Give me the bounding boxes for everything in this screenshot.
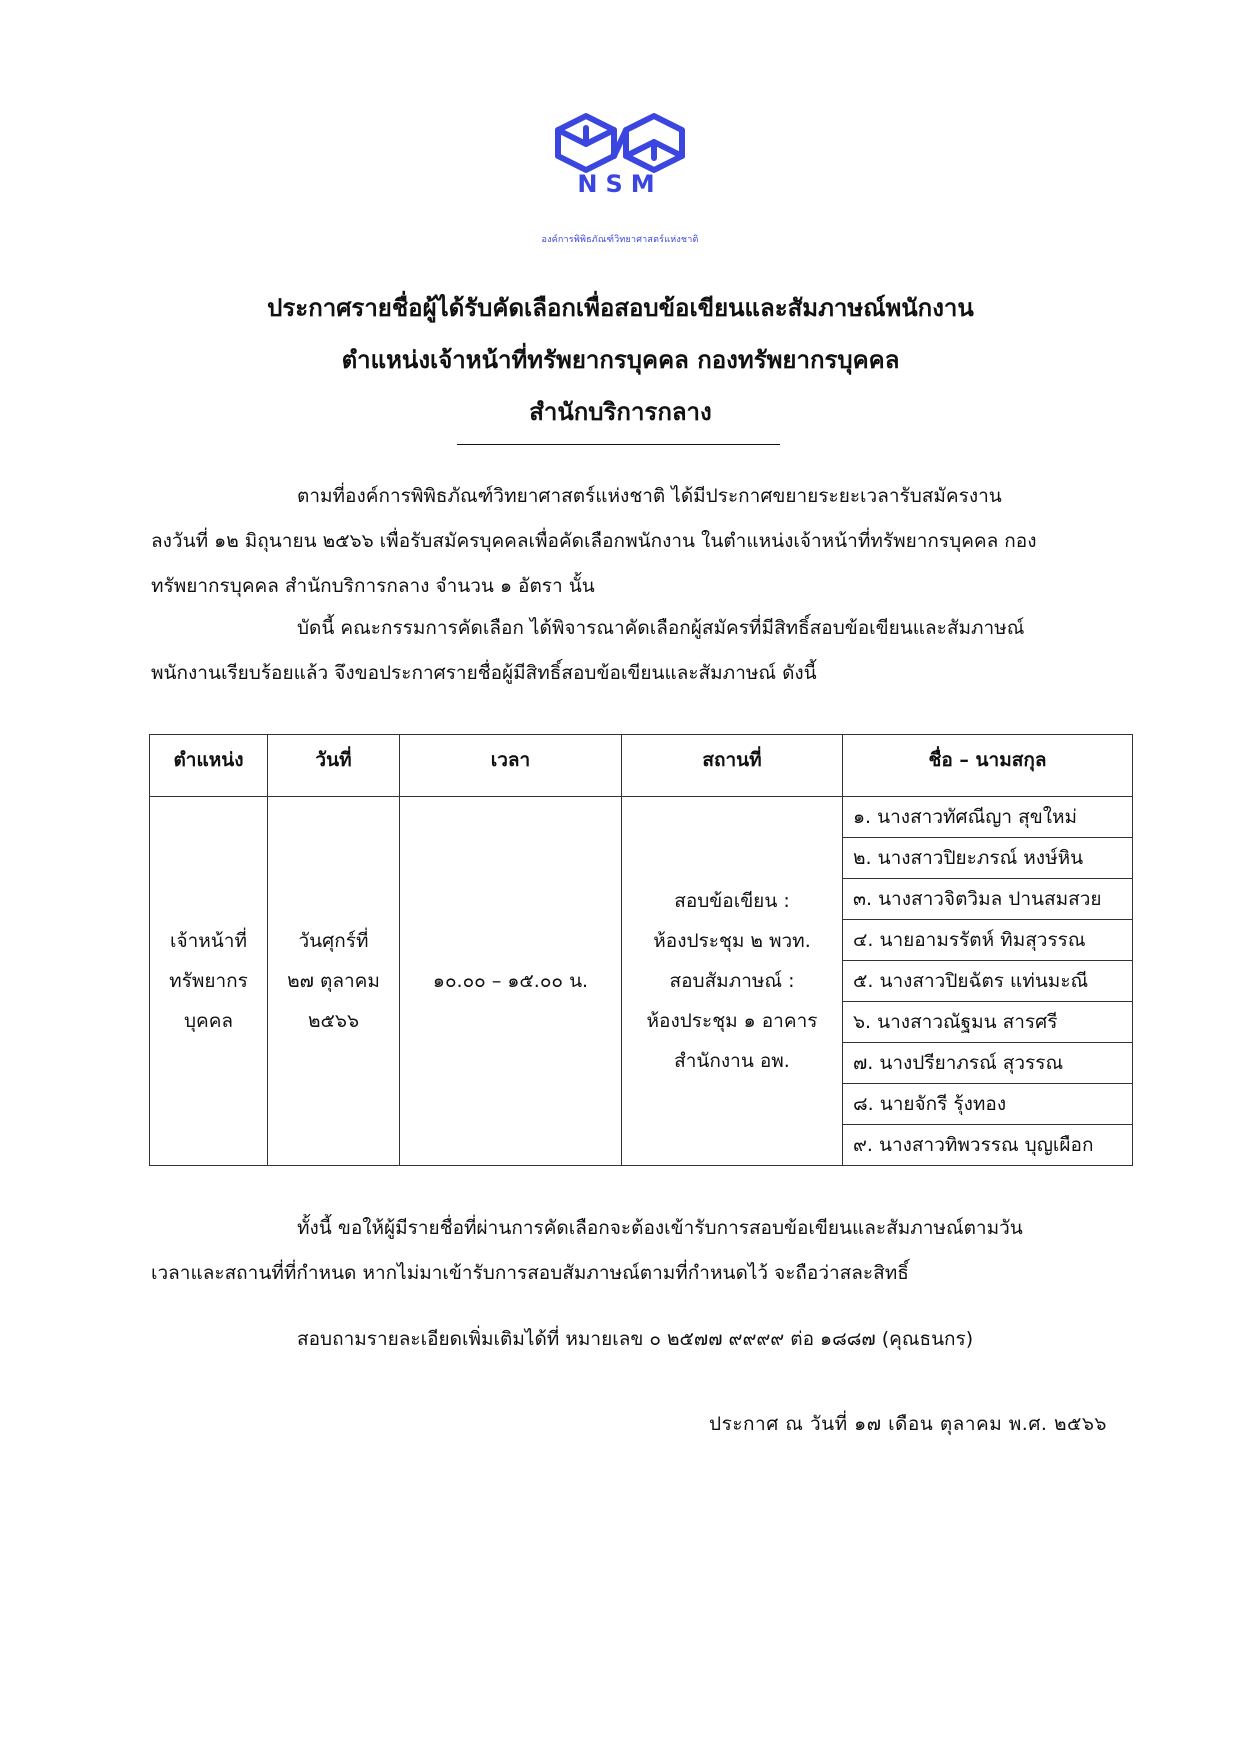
candidate-name: ๗. นางปรียาภรณ์ สุวรรณ	[843, 1043, 1133, 1084]
place-line: ห้องประชุม ๒ พวท.	[653, 930, 811, 952]
place-cell	[622, 797, 843, 1166]
candidate-name: ๘. นายจักรี รุ้งทอง	[843, 1084, 1133, 1125]
paragraph-line: เวลาและสถานที่ที่กำหนด หากไม่มาเข้ารับการสอบสัมภาษณ์ตามที่กำหนดไว้ จะถือว่าสละสิทธิ์	[151, 1262, 909, 1284]
paragraph-line: พนักงานเรียบร้อยแล้ว จึงขอประกาศรายชื่อผู้มีสิทธิ์สอบข้อเขียนและสัมภาษณ์ ดังนี้	[151, 662, 817, 684]
candidate-name: ๒. นางสาวปิยะภรณ์ หงษ์หิน	[843, 838, 1133, 879]
date-line: ๒๗ ตุลาคม	[287, 970, 380, 992]
paragraph-line: ตามที่องค์การพิพิธภัณฑ์วิทยาศาสตร์แห่งชาติ ได้มีประกาศขยายระยะเวลารับสมัครงาน	[297, 485, 1002, 507]
position-cell	[150, 797, 268, 1166]
date-line: ๒๕๖๖	[307, 1010, 360, 1032]
position-line: บุคคล	[183, 1010, 234, 1032]
logo-mark-icon	[540, 108, 700, 194]
place-line: สอบสัมภาษณ์ :	[669, 970, 795, 992]
candidate-name: ๔. นายอามรรัตห์ ทิมสุวรรณ	[843, 920, 1133, 961]
paragraph-conditions	[151, 1206, 1109, 1296]
header-date: วันที่	[268, 735, 400, 797]
title-line-2: ตำแหน่งเจ้าหน้าที่ทรัพยากรบุคคล กองทรัพยากรบุคคล	[341, 346, 900, 374]
paragraph-committee	[151, 606, 1109, 696]
date-cell	[268, 797, 400, 1166]
candidate-name: ๕. นางสาวปิยฉัตร แท่นมะณี	[843, 961, 1133, 1002]
time-cell: ๑๐.๐๐ – ๑๕.๐๐ น.	[400, 797, 622, 1166]
title-divider	[457, 444, 780, 445]
table-header-row	[150, 735, 1133, 797]
paragraph-line: ลงวันที่ ๑๒ มิถุนายน ๒๕๖๖ เพื่อรับสมัครบุคคลเพื่อคัดเลือกพนักงาน ในตำแหน่งเจ้าหน้าที่ทรัพยากรบุคคล กอง	[151, 530, 1037, 552]
logo-brand-text: NSM	[577, 170, 663, 194]
announcement-date: ประกาศ ณ วันที่ ๑๗ เดือน ตุลาคม พ.ศ. ๒๕๖๖	[709, 1413, 1107, 1435]
paragraph-line: ทั้งนี้ ขอให้ผู้มีรายชื่อที่ผ่านการคัดเลือกจะต้องเข้ารับการสอบข้อเขียนและสัมภาษณ์ตามวัน	[297, 1217, 1023, 1239]
logo-subtitle: องค์การพิพิธภัณฑ์วิทยาศาสตร์แห่งชาติ	[541, 235, 699, 245]
position-line: เจ้าหน้าที่	[169, 930, 247, 952]
candidate-name: ๓. นางสาวจิตวิมล ปานสมสวย	[843, 879, 1133, 920]
paragraph-line: บัดนี้ คณะกรรมการคัดเลือก ได้พิจารณาคัดเลือกผู้สมัครที่มีสิทธิ์สอบข้อเขียนและสัมภาษณ์	[297, 617, 1025, 639]
announcement-title	[0, 282, 1241, 438]
nsm-logo	[540, 108, 700, 248]
title-line-1: ประกาศรายชื่อผู้ได้รับคัดเลือกเพื่อสอบข้อเขียนและสัมภาษณ์พนักงาน	[267, 294, 974, 322]
header-place: สถานที่	[622, 735, 843, 797]
title-line-3: สำนักบริการกลาง	[529, 398, 712, 426]
table-row	[150, 797, 1133, 838]
schedule-table	[149, 734, 1133, 1166]
paragraph-line: สอบถามรายละเอียดเพิ่มเติมได้ที่ หมายเลข ๐ ๒๕๗๗ ๙๙๙๙ ต่อ ๑๘๘๗ (คุณธนกร)	[297, 1328, 974, 1350]
date-line: วันศุกร์ที่	[298, 930, 369, 952]
paragraph-line: ทรัพยากรบุคคล สำนักบริการกลาง จำนวน ๑ อัตรา นั้น	[151, 575, 595, 597]
paragraph-intro	[151, 474, 1109, 609]
place-line: ห้องประชุม ๑ อาคาร	[646, 1010, 818, 1032]
paragraph-contact	[151, 1317, 1109, 1362]
header-name: ชื่อ – นามสกุล	[843, 735, 1133, 797]
position-line: ทรัพยากร	[169, 970, 248, 992]
header-position: ตำแหน่ง	[150, 735, 268, 797]
candidate-name: ๙. นางสาวทิพวรรณ บุญเผือก	[843, 1125, 1133, 1166]
place-line: สำนักงาน อพ.	[674, 1050, 790, 1072]
place-line: สอบข้อเขียน :	[674, 890, 790, 912]
candidate-name: ๖. นางสาวณัฐมน สารศรี	[843, 1002, 1133, 1043]
candidate-name: ๑. นางสาวทัศณีญา สุขใหม่	[843, 797, 1133, 838]
header-time: เวลา	[400, 735, 622, 797]
